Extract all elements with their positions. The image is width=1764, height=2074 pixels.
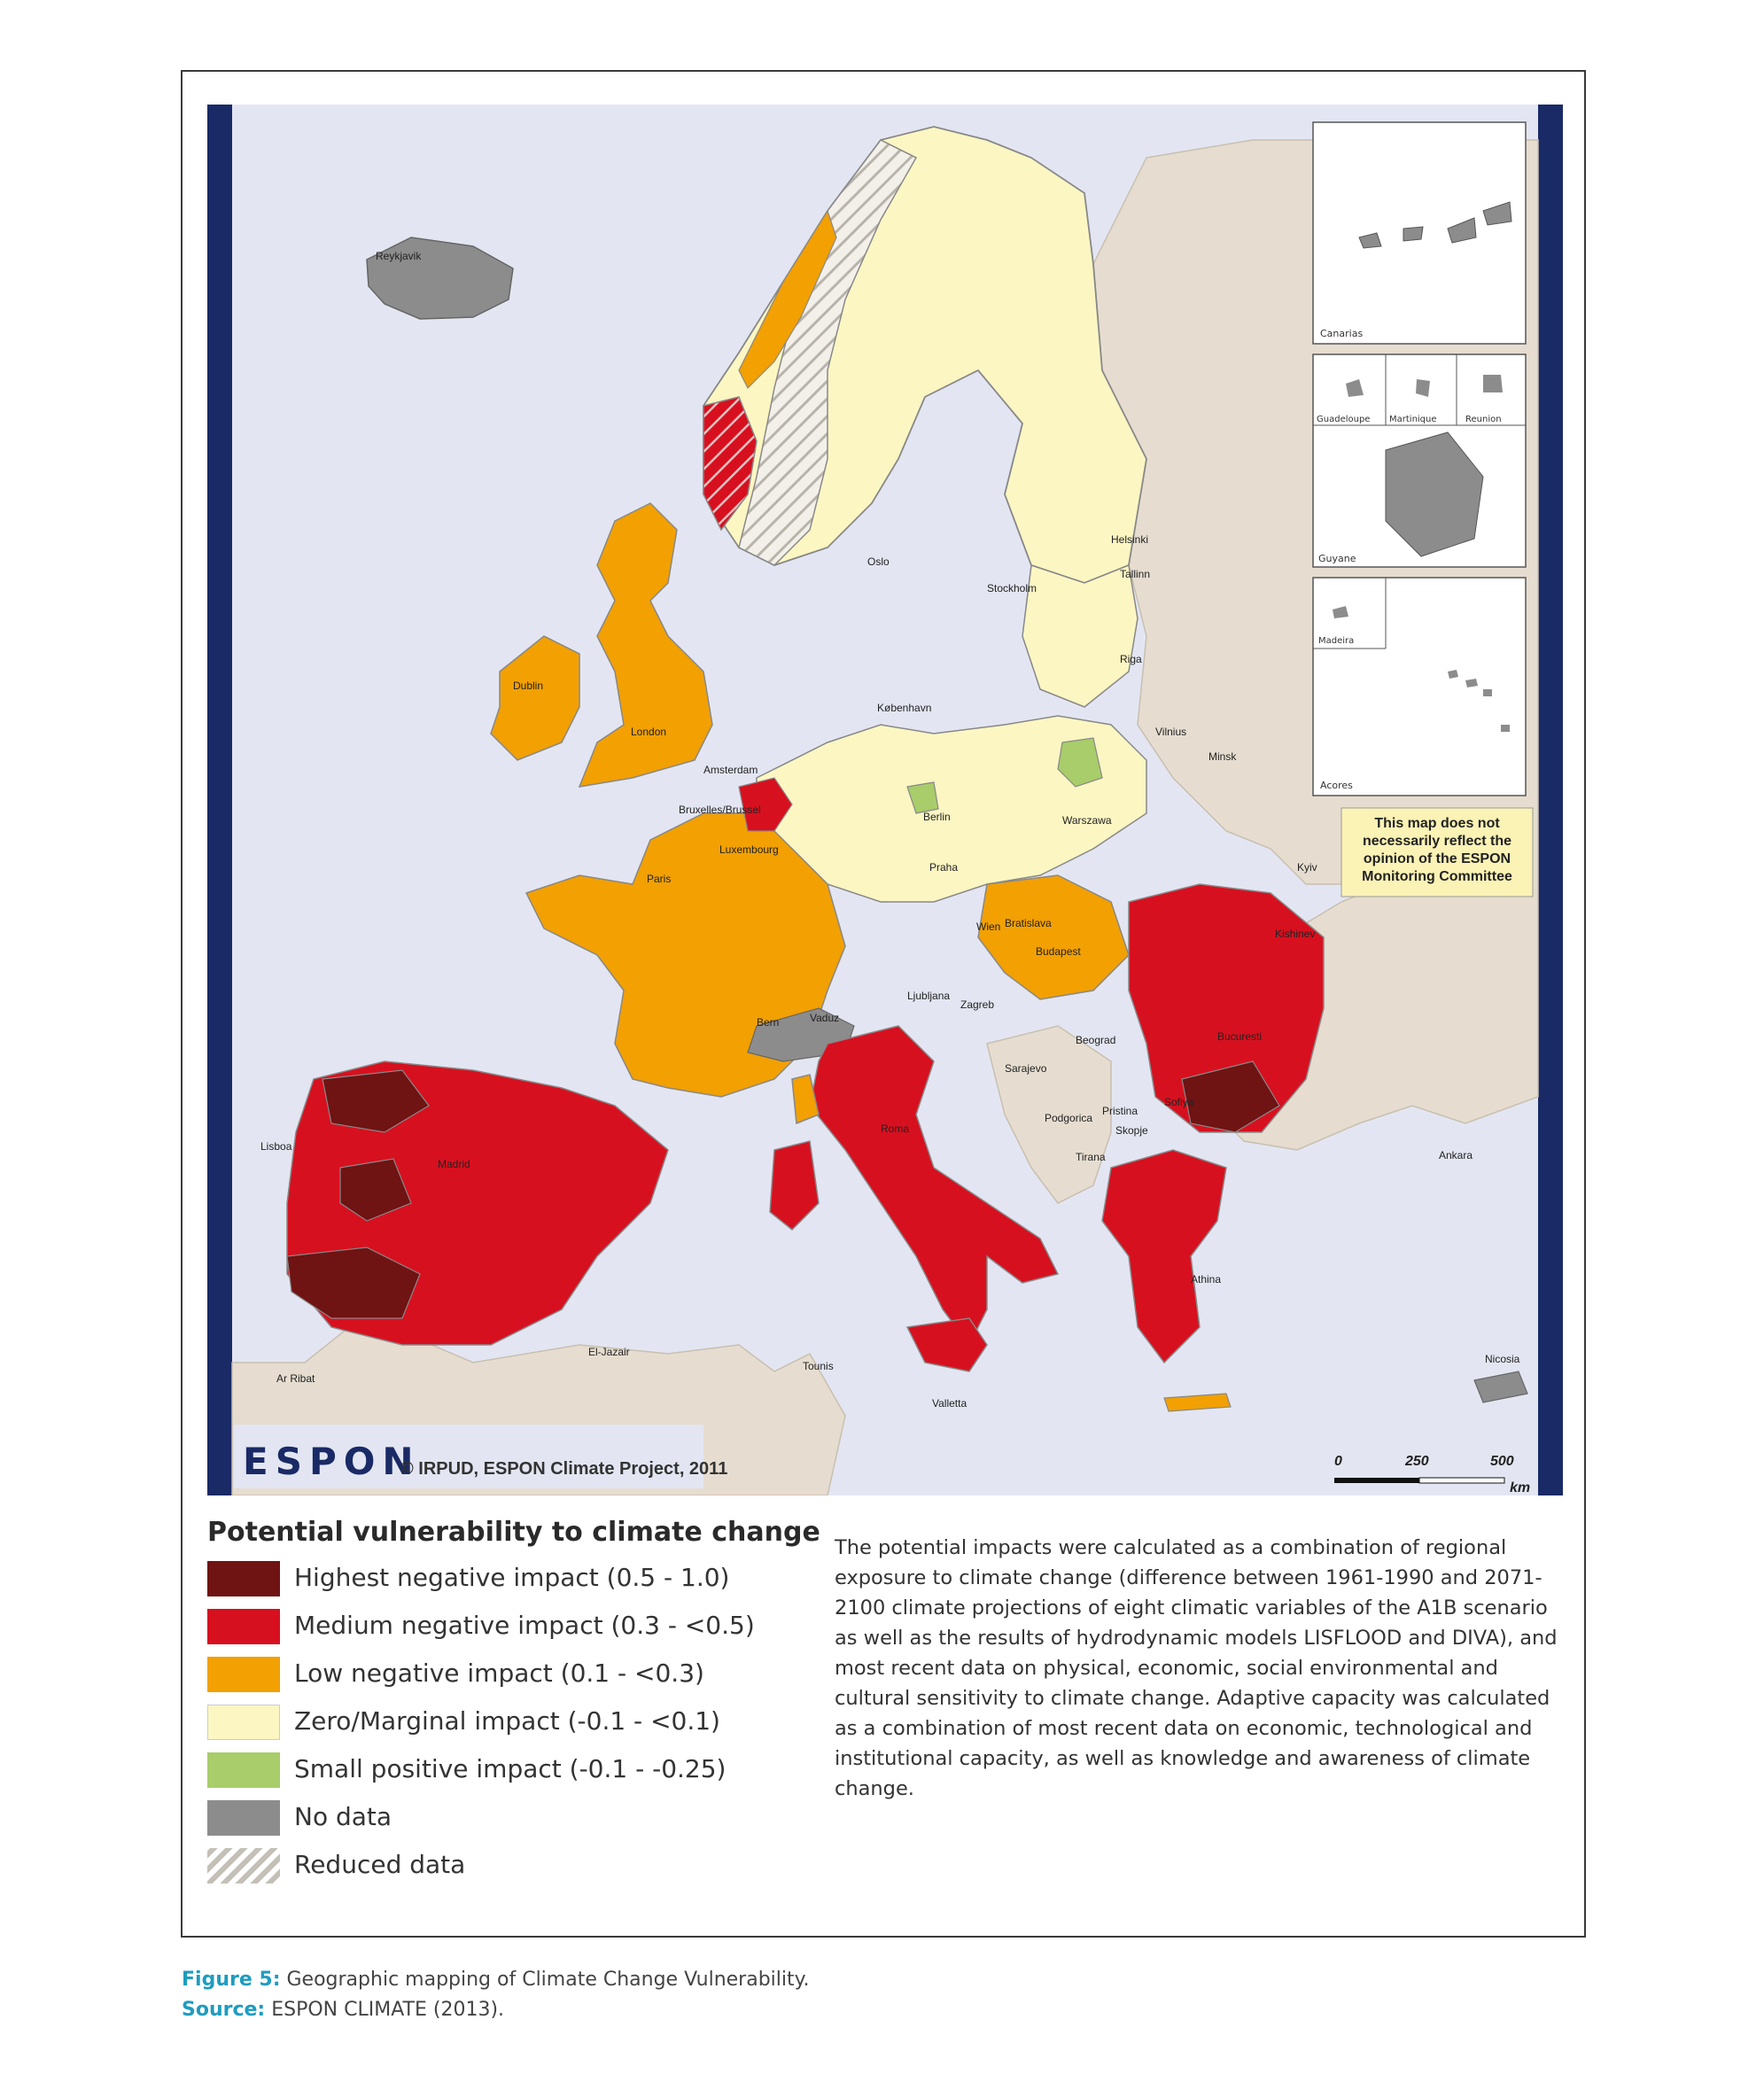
legend-item-highest xyxy=(207,1561,828,1596)
city-london: London xyxy=(631,726,667,738)
city-kishinev: Kishinev xyxy=(1275,928,1316,940)
method-description: The potential impacts were calculated as a combination of regional exposure to climate change (difference between 1961-1990 and 2071-2100 climate projections of eight climatic variables of the A1B scenario as well as the results of hydrodynamic models LISFLOOD and DIVA), and most recent data on physical, economic, social environmental and cultural sensitivity to climate change. Adaptive capacity was calculated as a combination of most recent data on economic, technological and institutional capacity, as well as knowledge and awareness of climate change. xyxy=(835,1536,1558,1800)
city-berlin: Berlin xyxy=(923,811,951,823)
city-wien: Wien xyxy=(976,920,1001,933)
city-warszawa: Warszawa xyxy=(1062,814,1112,827)
legend-item-medium xyxy=(207,1609,828,1644)
city-vaduz: Vaduz xyxy=(810,1012,840,1024)
map-border-right xyxy=(1538,105,1563,1495)
inset-label-canarias: Canarias xyxy=(1320,328,1364,339)
city-stockholm: Stockholm xyxy=(987,582,1037,594)
scale-tick-500: 500 xyxy=(1490,1454,1514,1469)
city-amsterdam: Amsterdam xyxy=(703,764,758,776)
inset-label-madeira: Madeira xyxy=(1318,636,1355,646)
scale-tick-250: 250 xyxy=(1405,1454,1429,1469)
figure-label: Figure 5: xyxy=(182,1969,281,1991)
legend-label-nodata: No data xyxy=(294,1802,392,1831)
city-bern: Bern xyxy=(757,1016,780,1029)
city-luxembourg: Luxembourg xyxy=(719,843,779,856)
city-praha: Praha xyxy=(929,861,959,874)
espon-logo: ESPON xyxy=(243,1440,421,1483)
inset-dom xyxy=(1313,354,1526,567)
inset-label-reunion: Reunion xyxy=(1465,415,1502,424)
city-beograd: Beograd xyxy=(1076,1034,1116,1046)
disclaimer-line-4: Monitoring Committee xyxy=(1362,869,1512,884)
city-madrid: Madrid xyxy=(438,1158,470,1170)
inset-label-guyane: Guyane xyxy=(1318,553,1356,564)
city-vilnius: Vilnius xyxy=(1155,726,1187,738)
legend-swatch-nodata xyxy=(207,1800,280,1836)
city-nicosia: Nicosia xyxy=(1485,1353,1520,1365)
legend-item-nodata xyxy=(207,1800,828,1836)
legend-item-low xyxy=(207,1657,828,1692)
legend-label-medium: Medium negative impact (0.3 - <0.5) xyxy=(294,1611,755,1640)
city-podgorica: Podgorica xyxy=(1045,1112,1093,1124)
europe-vulnerability-map xyxy=(207,105,1563,1495)
legend-swatch-zero xyxy=(207,1705,280,1740)
city-tirana: Tirana xyxy=(1076,1151,1106,1163)
inset-label-guadeloupe: Guadeloupe xyxy=(1317,415,1371,424)
legend-label-low: Low negative impact (0.1 - <0.3) xyxy=(294,1658,704,1688)
city-paris: Paris xyxy=(647,873,672,885)
city-sofiya: Sofiya xyxy=(1164,1096,1194,1108)
legend-item-zero xyxy=(207,1705,828,1740)
city-ljubljana: Ljubljana xyxy=(907,990,951,1002)
legend-label-reduced: Reduced data xyxy=(294,1850,466,1879)
city-kyiv: Kyiv xyxy=(1297,861,1317,874)
city-oslo: Oslo xyxy=(867,555,890,568)
city-ankara: Ankara xyxy=(1439,1149,1473,1161)
legend-label-zero: Zero/Marginal impact (-0.1 - <0.1) xyxy=(294,1706,720,1736)
disclaimer-line-3: opinion of the ESPON xyxy=(1363,851,1511,866)
city-bucuresti: Bucuresti xyxy=(1217,1030,1263,1043)
source-text: ESPON CLIMATE (2013). xyxy=(265,1999,505,2021)
source-label: Source: xyxy=(182,1999,266,2021)
city-riga: Riga xyxy=(1120,653,1142,665)
legend-item-reduced xyxy=(207,1848,828,1884)
city-el-jazair: El-Jazair xyxy=(588,1346,630,1358)
city-sarajevo: Sarajevo xyxy=(1005,1062,1047,1075)
legend-swatch-positive xyxy=(207,1752,280,1788)
legend-item-positive xyxy=(207,1752,828,1788)
legend-swatch-reduced xyxy=(207,1848,280,1884)
city-bratislava: Bratislava xyxy=(1005,917,1052,929)
city-budapest: Budapest xyxy=(1036,945,1081,958)
city-tounis: Tounis xyxy=(803,1360,834,1372)
disclaimer-line-2: necessarily reflect the xyxy=(1362,834,1512,849)
copyright-text: © IRPUD, ESPON Climate Project, 2011 xyxy=(400,1459,728,1479)
inset-canarias xyxy=(1313,122,1526,344)
city-dublin: Dublin xyxy=(513,680,544,692)
scale-unit: km xyxy=(1510,1480,1531,1495)
city-valletta: Valletta xyxy=(932,1397,967,1410)
city-minsk: Minsk xyxy=(1208,750,1237,763)
figure-caption xyxy=(182,1965,810,2025)
city-zagreb: Zagreb xyxy=(960,998,995,1011)
city-tallinn: Tallinn xyxy=(1120,568,1151,580)
map-border-left xyxy=(207,105,232,1495)
scale-tick-0: 0 xyxy=(1334,1454,1342,1469)
inset-label-martinique: Martinique xyxy=(1389,415,1437,424)
figure-text: Geographic mapping of Climate Change Vulnerability. xyxy=(280,1969,810,1991)
legend-swatch-low xyxy=(207,1657,280,1692)
city-helsinki: Helsinki xyxy=(1111,533,1149,546)
city-lisboa: Lisboa xyxy=(260,1140,292,1153)
city-athina: Athina xyxy=(1191,1273,1222,1286)
city-skopje: Skopje xyxy=(1115,1124,1148,1137)
city-pristina: Pristina xyxy=(1102,1105,1138,1117)
disclaimer-line-1: This map does not xyxy=(1374,816,1500,831)
legend-title: Potential vulnerability to climate change xyxy=(207,1517,820,1548)
inset-label-acores: Acores xyxy=(1320,780,1353,791)
legend-swatch-highest xyxy=(207,1561,280,1596)
city-kobenhavn: København xyxy=(877,702,932,714)
city-brussels: Bruxelles/Brussel xyxy=(679,804,761,816)
legend-swatch-medium xyxy=(207,1609,280,1644)
city-ar-ribat: Ar Ribat xyxy=(276,1372,315,1385)
city-roma: Roma xyxy=(881,1122,910,1135)
city-reykjavik: Reykjavik xyxy=(376,250,422,262)
legend-label-positive: Small positive impact (-0.1 - -0.25) xyxy=(294,1754,727,1783)
inset-madeira-acores xyxy=(1313,578,1526,796)
legend-label-highest: Highest negative impact (0.5 - 1.0) xyxy=(294,1563,730,1592)
